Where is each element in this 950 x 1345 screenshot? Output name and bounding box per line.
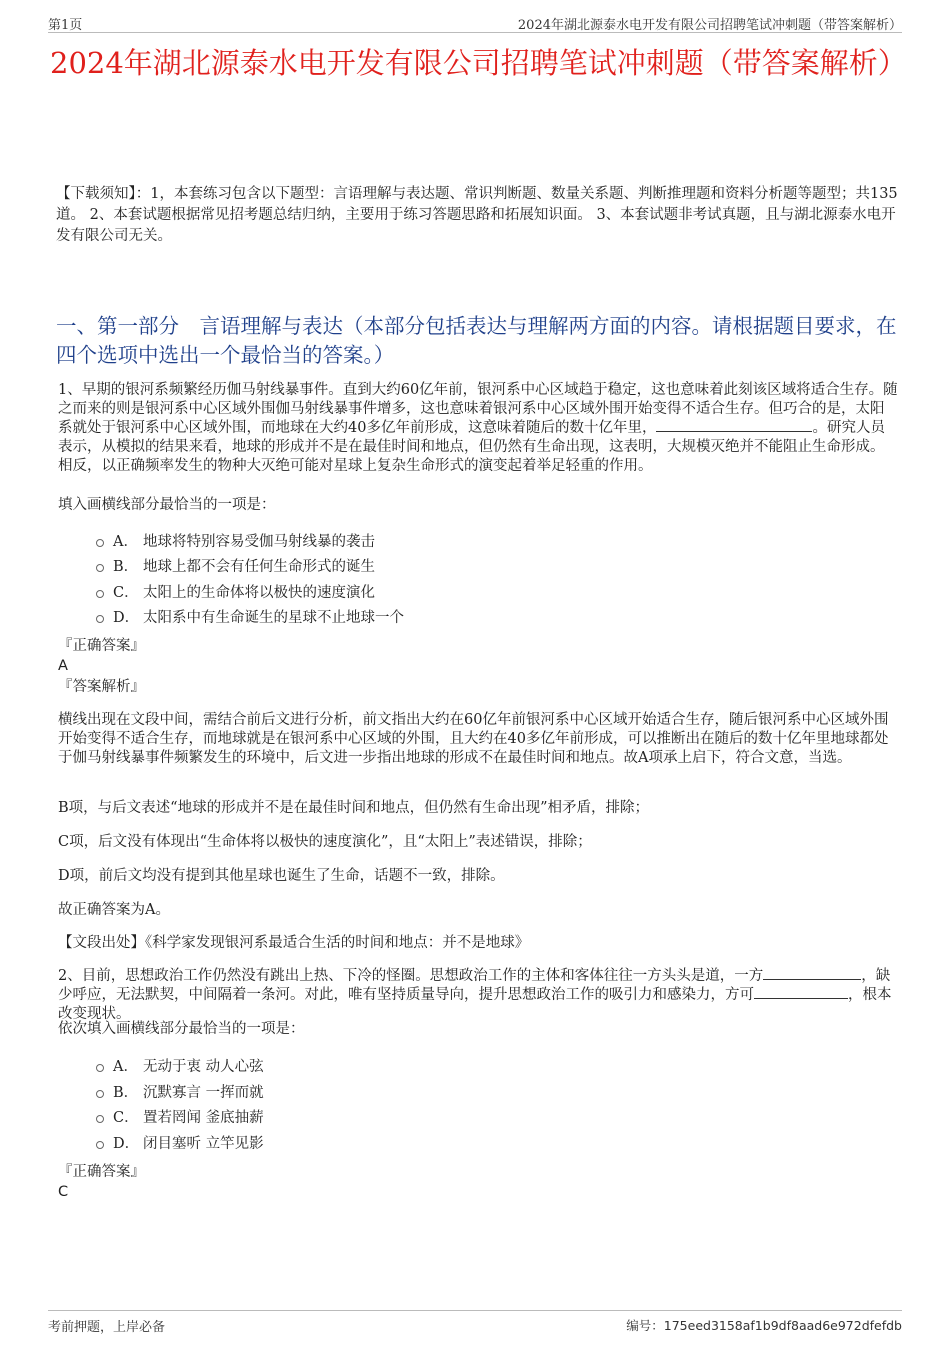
q2-answer: C [58, 1184, 69, 1200]
radio-icon[interactable] [96, 1115, 104, 1123]
radio-icon[interactable] [96, 590, 104, 598]
fill-blank [754, 986, 848, 999]
q1-option-a[interactable]: A． 地球将特别容易受伽马射线暴的袭击 [96, 532, 375, 552]
q1-option-c[interactable]: C． 太阳上的生命体将以极快的速度演化 [96, 583, 375, 603]
q1-option-d[interactable]: D． 太阳系中有生命诞生的星球不止地球一个 [96, 608, 404, 628]
fill-blank [656, 419, 812, 432]
q1-answer: A [58, 658, 68, 674]
radio-icon[interactable] [96, 1141, 104, 1149]
q1-option-b[interactable]: B． 地球上都不会有任何生命形式的诞生 [96, 557, 375, 577]
q2-option-c[interactable]: C． 置若罔闻 釜底抽薪 [96, 1108, 264, 1128]
radio-icon[interactable] [96, 1064, 104, 1072]
q2-option-d[interactable]: D． 闭目塞听 立竿见影 [96, 1134, 264, 1154]
question-2-prompt: 依次填入画横线部分最恰当的一项是： [58, 1021, 305, 1037]
download-notice: 【下载须知】：1，本套练习包含以下题型：言语理解与表达题、常识判断题、数量关系题、判断推理题和资料分析题等题型；共135道。 2、本套试题根据常见招考题总结归纳，主要用于练习答题思路和拓展知识面。 3、本套试题非考试真题，且与湖北源泰水电开发有限公司无关。 [56, 186, 898, 244]
q1-conclusion: 故正确答案为A。 [58, 902, 170, 918]
q1-source: 【文段出处】《科学家发现银河系最适合生活的时间和地点：并不是地球》 [58, 935, 530, 951]
footer-serial: 编号：175eed3158af1b9df8aad6e972dfefdb [626, 1318, 902, 1333]
question-2-stem: 2、目前，思想政治工作仍然没有跳出上热、下冷的怪圈。思想政治工作的主体和客体往往一方头头是道，一方 ，缺少呼应，无法默契，中间隔着一条河。对此，唯有坚持质量导向，提升思想政治工作的吸引力和感染力，方可 ，根本改变现状。 [58, 968, 892, 1022]
q1-analysis-c: C项，后文没有体现出“生命体将以极快的速度演化”，且“太阳上”表述错误，排除； [58, 834, 592, 850]
q2-answer-label: 『正确答案』 [58, 1164, 145, 1180]
q1-analysis-d: D项，前后文均没有提到其他星球也诞生了生命，话题不一致，排除。 [58, 868, 505, 884]
q1-analysis-paragraph: 横线出现在文段中间，需结合前后文进行分析，前文指出大约在60亿年前银河系中心区域开始适合生存，随后银河系中心区域外围开始变得不适合生存，而地球就是在银河系中心区域的外围，且大约在40多亿年前形成，可以推断出在随后的数十亿年里地球都处于伽马射线暴事件频繁发生的环境中，后文进一步指出地球的形成不在最佳时间和地点。故A项承上启下，符合文意，当选。 [58, 712, 889, 766]
question-1-prompt: 填入画横线部分最恰当的一项是： [58, 497, 276, 513]
section-heading: 一、第一部分 言语理解与表达（本部分包括表达与理解两方面的内容。请根据题目要求，在四个选项中选出一个最恰当的答案。） [56, 314, 897, 367]
page-footer [48, 1310, 902, 1335]
document-title: 2024年湖北源泰水电开发有限公司招聘笔试冲刺题（带答案解析） [50, 46, 907, 80]
q1-analysis-b: B项，与后文表述“地球的形成并不是在最佳时间和地点，但仍然有生命出现”相矛盾，排除； [58, 800, 649, 816]
fill-blank [763, 967, 861, 980]
radio-icon[interactable] [96, 615, 104, 623]
question-1-stem: 1、早期的银河系频繁经历伽马射线暴事件。直到大约60亿年前，银河系中心区域趋于稳定，这也意味着此刻该区域将适合生存。随之而来的则是银河系中心区域外围伽马射线暴事件增多，这也意味着银河系中心区域外围开始变得不适合生存。但巧合的是，太阳系就处于银河系中心区域外围，而地球在大约40多亿年前形成，这意味着随后的数十亿年里， 。研究人员表示，从模拟的结果来看，地球的形成并不是在最佳时间和地点，但仍然有生命出现，这表明，大规模灭绝并不能阻止生命形成。相反，以正确频率发生的物种大灭绝可能对星球上复杂生命形式的演变起着举足轻重的作用。 [58, 382, 898, 474]
q1-answer-label: 『正确答案』 [58, 638, 145, 654]
radio-icon[interactable] [96, 564, 104, 572]
q1-analysis-label: 『答案解析』 [58, 679, 145, 695]
page-header [48, 14, 902, 33]
page-number: 第1页 [48, 18, 83, 33]
header-doc-title: 2024年湖北源泰水电开发有限公司招聘笔试冲刺题（带答案解析） [517, 18, 902, 33]
radio-icon[interactable] [96, 1090, 104, 1098]
footer-slogan: 考前押题，上岸必备 [48, 1320, 166, 1335]
q2-option-b[interactable]: B． 沉默寡言 一挥而就 [96, 1083, 264, 1103]
q2-option-a[interactable]: A． 无动于衷 动人心弦 [96, 1057, 264, 1077]
radio-icon[interactable] [96, 539, 104, 547]
